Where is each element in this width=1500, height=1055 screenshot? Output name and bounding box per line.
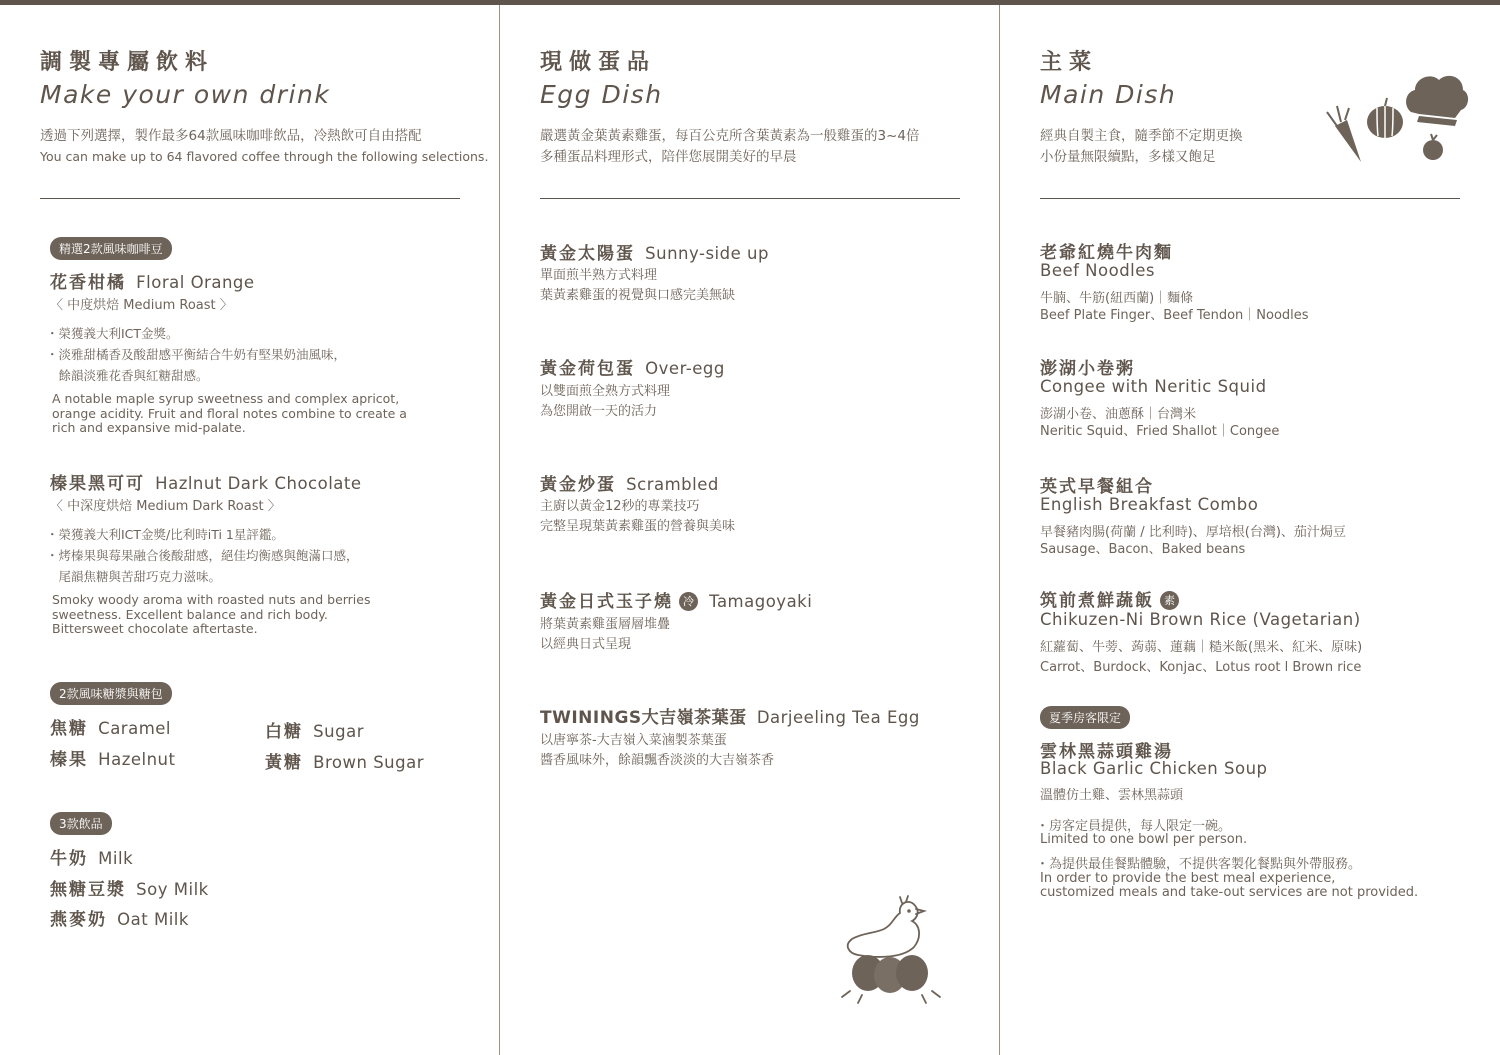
egg-item — [540, 354, 725, 379]
syrup-name-en: Caramel — [98, 719, 172, 738]
egg-item — [540, 470, 719, 495]
top-border — [0, 0, 1500, 5]
vegetarian-tag: 素 — [1160, 591, 1179, 610]
syrup-item — [50, 745, 175, 770]
main-name-zh: 老爺紅燒牛肉麵 — [1040, 243, 1173, 263]
column-divider-left — [499, 5, 500, 1055]
milk-name-zh: 牛奶 — [50, 849, 88, 869]
egg-desc-line: 將葉黃素雞蛋層層堆疊 — [540, 617, 671, 632]
main-ingredients-zh: 紅蘿蔔、牛蒡、蒟蒻、蓮藕｜糙米飯(黑米、紅米、原味) — [1040, 640, 1363, 655]
bean-desc-en — [52, 392, 407, 436]
main-ingredients-en: Beef Plate Finger、Beef Tendon｜Noodles — [1040, 308, 1309, 323]
egg-item — [540, 239, 769, 264]
drink-intro-zh: 透過下列選擇，製作最多64款風味咖啡飲品，冷熱飲可自由搭配 — [40, 128, 422, 144]
egg-name-zh: 黃金太陽蛋 — [540, 244, 635, 264]
main-ingredients-en: Carrot、Burdock、Konjac、Lotus root l Brown rice — [1040, 660, 1362, 675]
egg-desc-line: 為您開啟一天的活力 — [540, 404, 658, 419]
egg-desc-line: 葉黃素雞蛋的視覺與口感完美無缺 — [540, 288, 736, 303]
milk-badge: 3款飲品 — [50, 812, 112, 835]
syrup-name-en: Brown Sugar — [313, 753, 425, 772]
syrup-badge: 2款風味糖漿與糖包 — [50, 682, 172, 705]
egg-name-zh: 黃金炒蛋 — [540, 475, 616, 495]
bean-name-zh: 榛果黑可可 — [50, 474, 145, 494]
main-name-en: Beef Noodles — [1040, 261, 1156, 280]
egg-item — [540, 703, 920, 728]
bean-bullets — [46, 524, 359, 587]
main-name-zh: 筑前煮鮮蔬飯 — [1040, 591, 1154, 611]
summer-note-zh: ・為提供最佳餐點體驗，不提供客製化餐點與外帶服務。 — [1036, 857, 1362, 872]
chick-eggs-icon — [840, 895, 945, 1005]
summer-note-en: In order to provide the best meal experience, — [1040, 871, 1336, 886]
main-intro-line: 小份量無限續點，多樣又飽足 — [1040, 149, 1216, 165]
bean-name-en: Floral Orange — [136, 273, 255, 292]
drink-title-zh: 調製專屬飲料 — [40, 50, 215, 75]
egg-desc-line: 主廚以黃金12秒的專業技巧 — [540, 499, 700, 514]
main-title-zh: 主菜 — [1040, 50, 1099, 75]
bean-bullet: ・榮獲義大利ICT金獎。 — [46, 326, 179, 341]
bean-roast: 〈 中深度烘焙 Medium Dark Roast 〉 — [50, 499, 281, 514]
bean-item — [50, 469, 362, 494]
main-ingredients-zh: 牛腩、牛筋(紐西蘭)｜麵條 — [1040, 291, 1194, 306]
drink-divider — [40, 198, 460, 199]
egg-intro-line: 多種蛋品料理形式，陪伴您展開美好的早晨 — [540, 149, 797, 165]
bean-desc-line: sweetness. Excellent balance and rich body. — [52, 606, 328, 622]
egg-intro-line: 嚴選黃金葉黃素雞蛋，每百公克所含葉黃素為一般雞蛋的3~4倍 — [540, 128, 920, 144]
egg-desc-line: 以經典日式呈現 — [540, 637, 632, 652]
egg-desc-line: 完整呈現葉黃素雞蛋的營養與美味 — [540, 519, 736, 534]
syrup-name-zh: 白糖 — [265, 722, 303, 742]
egg-title-en: Egg Dish — [540, 80, 663, 109]
column-divider-right — [999, 5, 1000, 1055]
egg-desc-line: 以唐寧茶-大吉嶺入菜滷製茶葉蛋 — [540, 733, 727, 748]
egg-desc-line: 以雙面煎全熟方式料理 — [540, 384, 671, 399]
bean-bullet: 尾韻焦糖與苦甜巧克力滋味。 — [46, 569, 222, 584]
bean-bullet: 餘韻淡雅花香與紅糖甜感。 — [46, 368, 209, 383]
summer-name-zh: 雲林黑蒜頭雞湯 — [1040, 742, 1173, 762]
bean-desc-line: Smoky woody aroma with roasted nuts and berries — [52, 592, 371, 607]
syrup-item — [265, 748, 424, 773]
egg-name-en: Sunny-side up — [645, 244, 769, 263]
milk-name-en: Soy Milk — [136, 880, 209, 899]
syrup-item — [50, 714, 171, 739]
milk-item — [50, 844, 133, 869]
main-title-en: Main Dish — [1040, 80, 1177, 109]
egg-desc-line: 醬香風味外，餘韻飄香淡淡的大吉嶺茶香 — [540, 753, 775, 768]
vegetables-chef-hat-icon — [1315, 68, 1470, 168]
cold-tag: 冷 — [679, 592, 698, 611]
milk-item — [50, 875, 209, 900]
milk-name-en: Oat Milk — [117, 910, 189, 929]
milk-name-en: Milk — [98, 849, 134, 868]
main-ingredients-en: Sausage、Bacon、Baked beans — [1040, 542, 1246, 557]
syrup-name-en: Sugar — [313, 722, 364, 741]
main-ingredients-en: Neritic Squid、Fried Shallot｜Congee — [1040, 424, 1280, 439]
syrup-item — [265, 717, 364, 742]
main-name-zh: 澎湖小卷粥 — [1040, 359, 1135, 379]
egg-item — [540, 587, 812, 612]
milk-item — [50, 905, 189, 930]
drink-intro-en: You can make up to 64 flavored coffee through the following selections. — [40, 149, 489, 164]
syrup-name-zh: 榛果 — [50, 750, 88, 770]
bean-desc-line: Bittersweet chocolate aftertaste. — [52, 621, 258, 636]
summer-note-zh: ・房客定員提供，每人限定一碗。 — [1036, 819, 1232, 834]
milk-name-zh: 無糖豆漿 — [50, 880, 126, 900]
egg-name-zh: 黃金日式玉子燒 — [540, 592, 673, 612]
bean-bullet: ・淡雅甜橘香及酸甜感平衡結合牛奶有堅果奶油風味， — [46, 347, 347, 362]
egg-name-en: Scrambled — [626, 475, 719, 494]
bean-roast: 〈 中度烘焙 Medium Roast 〉 — [50, 298, 233, 313]
bean-desc-line: rich and expansive mid-palate. — [52, 420, 246, 435]
beans-badge: 精選2款風味咖啡豆 — [50, 237, 172, 260]
egg-name-zh: TWININGS大吉嶺茶葉蛋 — [540, 708, 747, 728]
syrup-name-zh: 焦糖 — [50, 719, 88, 739]
bean-desc-en — [52, 593, 371, 637]
main-ingredients-zh: 早餐豬肉腸(荷蘭 / 比利時)、厚培根(台灣)、茄汁焗豆 — [1040, 525, 1346, 540]
egg-name-zh: 黃金荷包蛋 — [540, 359, 635, 379]
milk-name-zh: 燕麥奶 — [50, 910, 107, 930]
bean-bullet: ・榮獲義大利ICT金獎/比利時iTi 1星評鑑。 — [46, 527, 284, 542]
summer-ingredients: 溫體仿土雞、雲林黑蒜頭 — [1040, 788, 1184, 803]
egg-divider — [540, 198, 960, 199]
summer-badge: 夏季房客限定 — [1040, 706, 1130, 729]
egg-title-zh: 現做蛋品 — [540, 50, 657, 75]
summer-note-en: customized meals and take-out services are not provided. — [1040, 885, 1419, 900]
bean-bullet: ・烤榛果與莓果融合後酸甜感，絕佳均衡感與飽滿口感， — [46, 548, 359, 563]
drink-title-en: Make your own drink — [40, 80, 331, 109]
bean-item — [50, 268, 255, 293]
main-ingredients-zh: 澎湖小卷、油蔥酥｜台灣米 — [1040, 407, 1197, 422]
syrup-name-en: Hazelnut — [98, 750, 176, 769]
main-divider — [1040, 198, 1460, 199]
main-intro-line: 經典自製主食，隨季節不定期更換 — [1040, 128, 1243, 144]
summer-note-en: Limited to one bowl per person. — [1040, 832, 1248, 847]
bean-name-zh: 花香柑橘 — [50, 273, 126, 293]
main-name-zh: 英式早餐組合 — [1040, 477, 1154, 497]
main-name-en: English Breakfast Combo — [1040, 495, 1259, 514]
egg-name-en: Darjeeling Tea Egg — [756, 708, 920, 727]
syrup-name-zh: 黃糖 — [265, 753, 303, 773]
bean-desc-line: A notable maple syrup sweetness and complex apricot, — [52, 391, 400, 406]
bean-name-en: Hazlnut Dark Chocolate — [155, 474, 362, 493]
summer-name-en: Black Garlic Chicken Soup — [1040, 759, 1268, 778]
bean-bullets — [46, 323, 346, 386]
egg-name-en: Over-egg — [645, 359, 725, 378]
egg-desc-line: 單面煎半熟方式料理 — [540, 268, 658, 283]
main-name-en: Congee with Neritic Squid — [1040, 377, 1267, 396]
main-name-en: Chikuzen-Ni Brown Rice (Vagetarian) — [1040, 610, 1361, 629]
main-item — [1040, 586, 1185, 611]
bean-desc-line: orange acidity. Fruit and floral notes combine to create a — [52, 405, 407, 421]
egg-name-en: Tamagoyaki — [709, 592, 813, 611]
